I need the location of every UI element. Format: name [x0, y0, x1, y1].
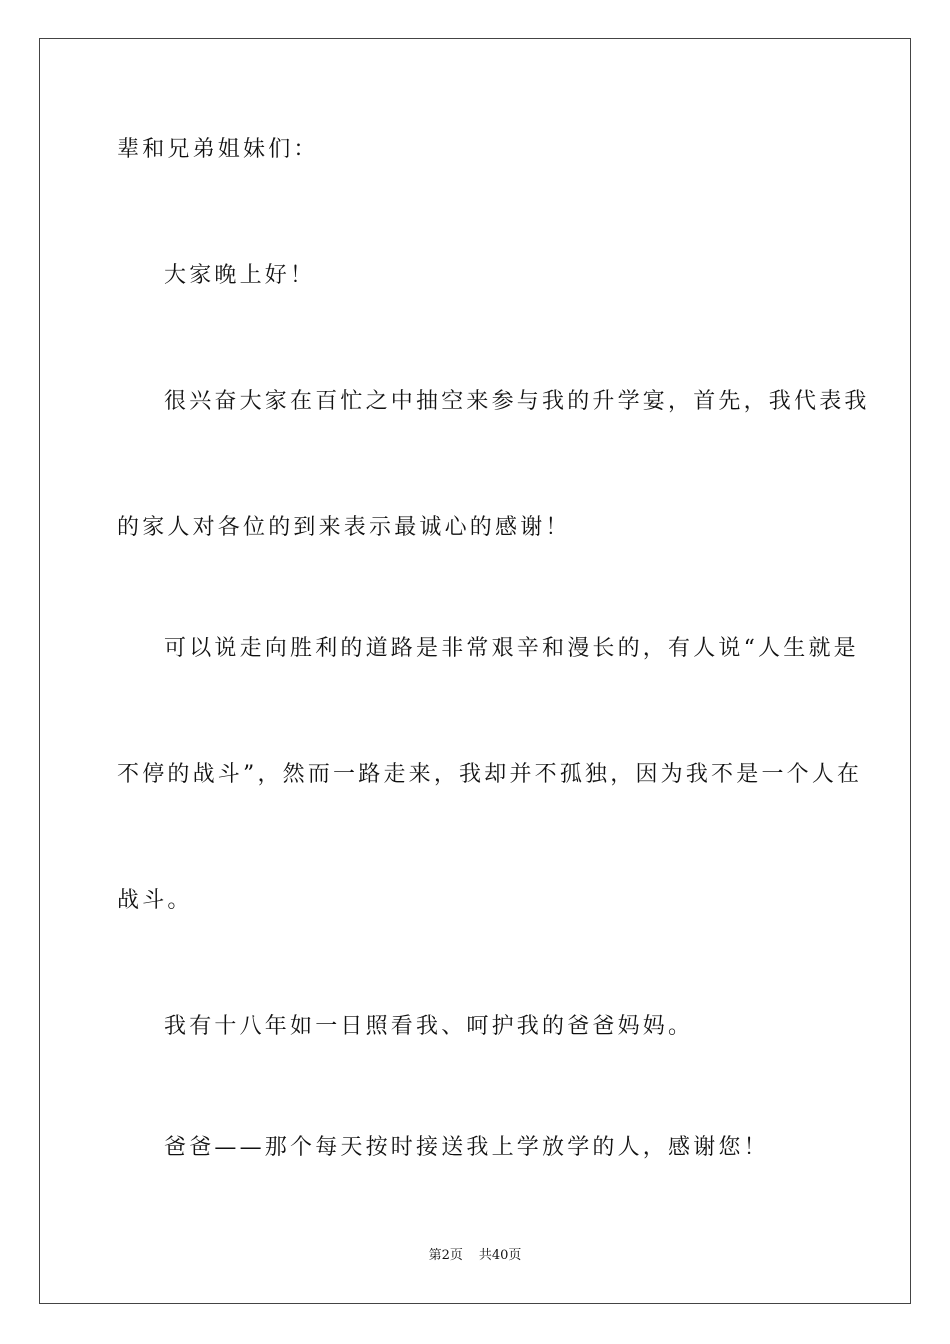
- page-footer: [0, 1247, 950, 1265]
- body-line-2: 大家晚上好！: [164, 263, 316, 288]
- page-total: 共40页: [478, 1248, 522, 1263]
- body-line-7: 战斗。: [117, 888, 193, 913]
- body-line-1: 辈和兄弟姐妹们：: [117, 137, 319, 162]
- body-line-4: 的家人对各位的到来表示最诚心的感谢！: [117, 515, 571, 540]
- body-line-6: 不停的战斗”，然而一路走来，我却并不孤独，因为我不是一个人在: [117, 762, 863, 787]
- body-line-8: 我有十八年如一日照看我、呵护我的爸爸妈妈。: [164, 1014, 694, 1039]
- body-line-5: 可以说走向胜利的道路是非常艰辛和漫长的，有人说“人生就是: [164, 636, 859, 661]
- page-frame: [39, 38, 911, 1304]
- body-line-3: 很兴奋大家在百忙之中抽空来参与我的升学宴，首先，我代表我: [164, 389, 870, 414]
- page-number: 第2页: [428, 1248, 463, 1263]
- body-line-9: 爸爸——那个每天按时接送我上学放学的人，感谢您！: [164, 1135, 769, 1160]
